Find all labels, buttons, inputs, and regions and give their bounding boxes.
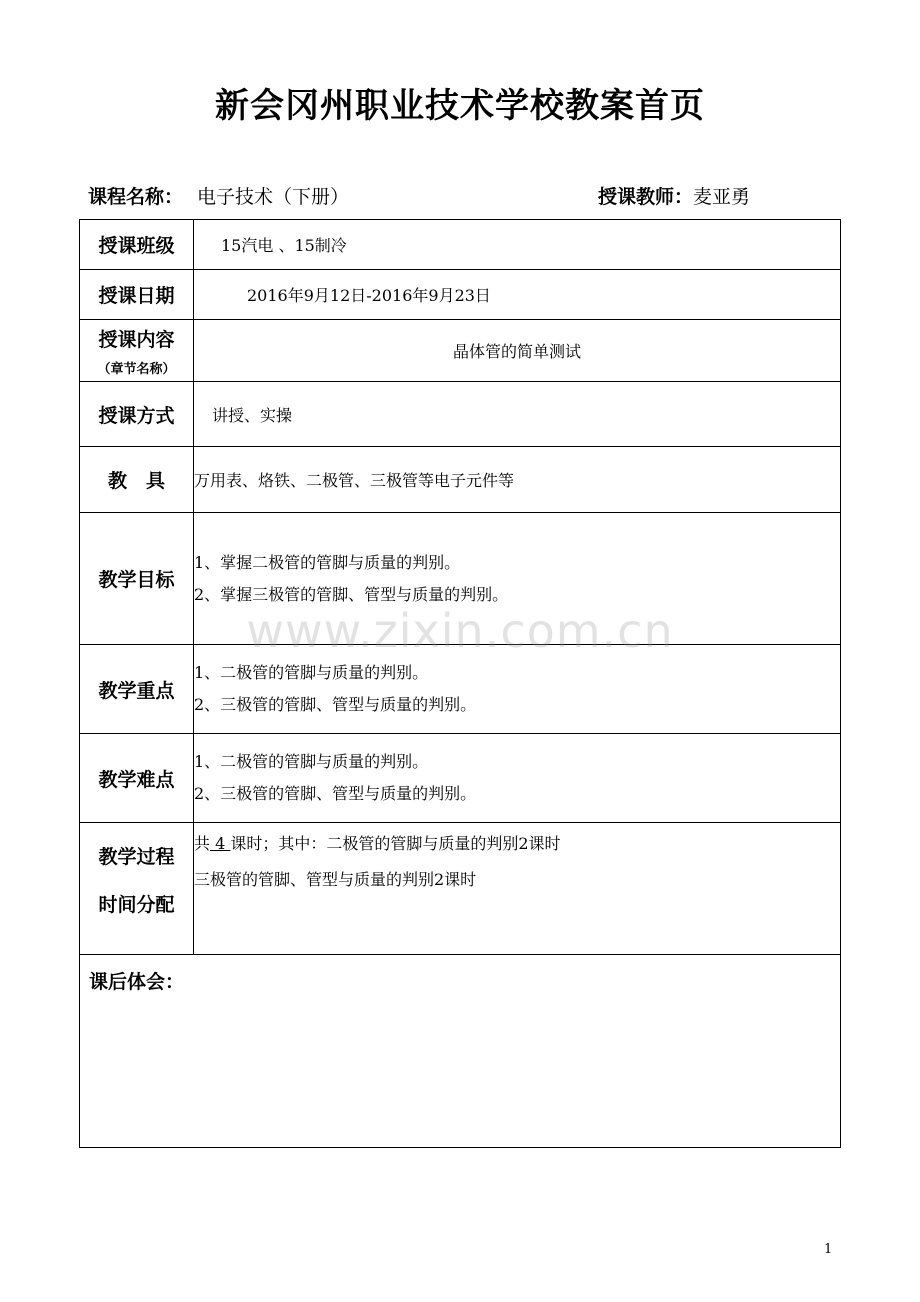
reflection-cell (80, 955, 841, 1148)
teacher-label: 授课教师： (598, 186, 694, 208)
tools-value: 万用表、烙铁、二极管、三极管等电子元件等 (194, 447, 841, 513)
course-info-line (88, 182, 848, 212)
date-label: 授课日期 (80, 270, 194, 320)
page-number: 1 (824, 1242, 833, 1257)
key-points-line: 1、二极管的管脚与质量的判别。 (194, 663, 429, 682)
row-content (80, 320, 841, 382)
date-value: 2016年9月12日-2016年9月23日 (194, 270, 841, 320)
row-difficulties (80, 734, 841, 823)
watermark: www.zixin.com.cn (246, 604, 674, 658)
goals-line: 1、掌握二极管的管脚与质量的判别。 (194, 552, 461, 572)
row-process (80, 823, 841, 955)
row-class (80, 220, 841, 270)
reflection-label: 课后体会： (89, 971, 185, 993)
content-sublabel: （章节名称） (97, 361, 176, 377)
process-label-cell (80, 823, 194, 955)
method-label: 授课方式 (80, 382, 194, 447)
process-label-line1: 教学过程 (98, 846, 175, 868)
row-tools (80, 447, 841, 513)
row-reflection (80, 955, 841, 1148)
key-points-label: 教学重点 (80, 645, 194, 734)
difficulties-value (194, 734, 841, 823)
class-label: 授课班级 (80, 220, 194, 270)
method-value: 讲授、实操 (194, 382, 841, 447)
process-line1 (194, 826, 840, 862)
lesson-plan-table (79, 219, 841, 1148)
teacher-value: 麦亚勇 (693, 186, 751, 208)
content-value: 晶体管的简单测试 (194, 320, 841, 382)
difficulties-line: 1、二极管的管脚与质量的判别。 (194, 752, 429, 771)
course-name-value: 电子技术（下册） (197, 186, 350, 208)
process-line2: 三极管的管脚、管型与质量的判别2课时 (194, 870, 477, 889)
course-name-label: 课程名称： (88, 186, 184, 208)
tools-label: 教 具 (80, 447, 194, 513)
document-title: 新会冈州职业技术学校教案首页 (215, 86, 705, 126)
goals-line: 2、掌握三极管的管脚、管型与质量的判别。 (194, 584, 509, 604)
class-value: 15汽电 、15制冷 (194, 220, 841, 270)
course-name-field (88, 182, 349, 209)
goals-label: 教学目标 (80, 513, 194, 645)
process-value (194, 823, 841, 955)
content-label-cell (80, 320, 194, 382)
difficulties-line: 2、三极管的管脚、管型与质量的判别。 (194, 784, 477, 803)
process-line1-suffix: 课时；其中：二极管的管脚与质量的判别2课时 (230, 834, 561, 853)
difficulties-label: 教学难点 (80, 734, 194, 823)
process-hours: 4 (210, 834, 231, 853)
teacher-field (598, 182, 750, 209)
key-points-line: 2、三极管的管脚、管型与质量的判别。 (194, 695, 477, 714)
process-line1-prefix: 共 (194, 834, 211, 853)
content-label: 授课内容 (98, 328, 175, 351)
process-label-line2: 时间分配 (98, 894, 175, 916)
row-method (80, 382, 841, 447)
row-date (80, 270, 841, 320)
